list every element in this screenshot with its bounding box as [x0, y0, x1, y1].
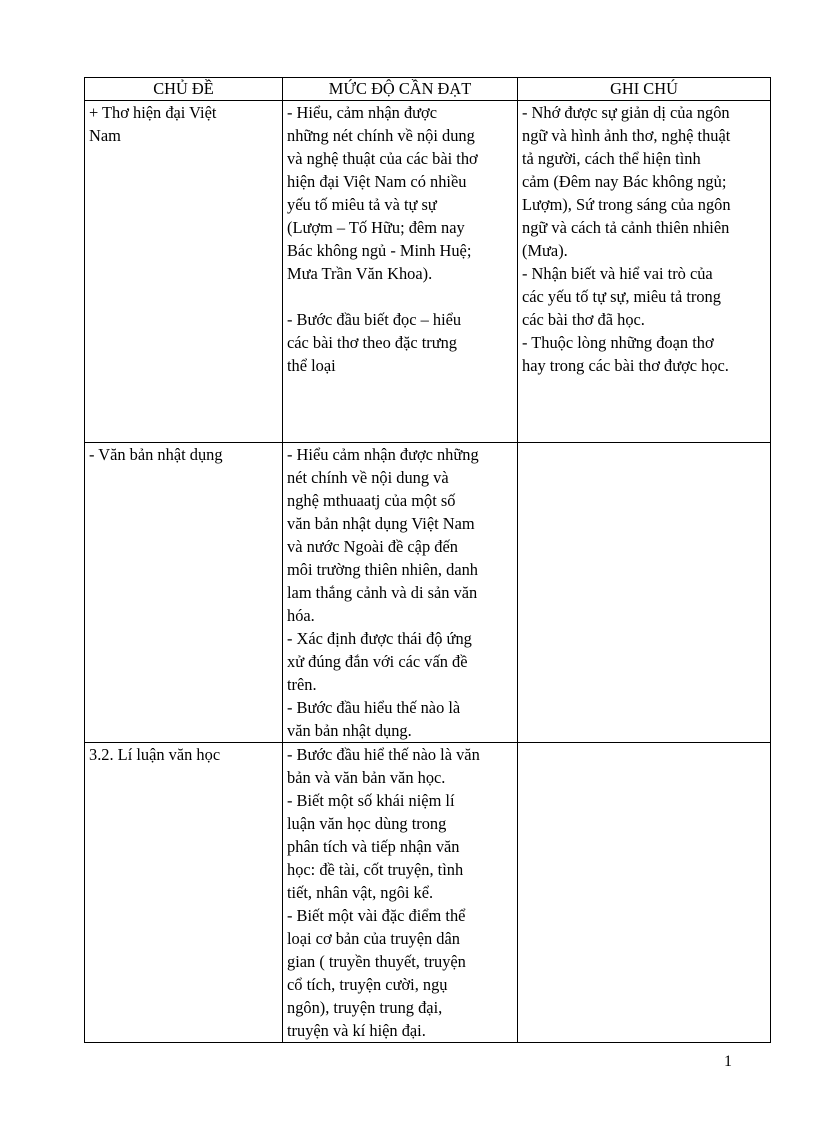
level-line: ngôn), truyện trung đại,	[287, 998, 443, 1017]
note-line: ngữ và hình ảnh thơ, nghệ thuật	[522, 126, 731, 145]
level-line: tiết, nhân vật, ngôi kể.	[287, 883, 434, 902]
table-header-row	[85, 78, 771, 101]
curriculum-table	[84, 77, 771, 1043]
header-level: MỨC ĐỘ CẦN ĐẠT	[283, 78, 518, 101]
level-line: các bài thơ theo đặc trưng	[287, 333, 458, 352]
level-line: Bác không ngủ - Minh Huệ;	[287, 241, 472, 260]
note-line: (Mưa).	[522, 241, 568, 260]
level-cell	[283, 443, 518, 743]
note-line: Lượm), Sứ trong sáng của ngôn	[522, 195, 731, 214]
note-cell-empty	[518, 443, 771, 743]
level-line: luận văn học dùng trong	[287, 814, 447, 833]
level-line: - Biết một vài đặc điểm thể	[287, 906, 466, 925]
level-line: lam thắng cảnh và di sản văn	[287, 583, 478, 602]
level-line: - Bước đầu hiểu thế nào là	[287, 698, 461, 717]
note-line: - Nhớ được sự giản dị của ngôn	[522, 103, 730, 122]
topic-line: + Thơ hiện đại Việt	[89, 103, 217, 122]
level-line: bản và văn bản văn học.	[287, 768, 446, 787]
level-line: cổ tích, truyện cười, ngụ	[287, 975, 448, 994]
topic-line: Nam	[89, 126, 121, 145]
level-line: truyện và kí hiện đại.	[287, 1021, 426, 1040]
level-line: trên.	[287, 675, 317, 694]
level-line: gian ( truyền thuyết, truyện	[287, 952, 466, 971]
level-line: môi trường thiên nhiên, danh	[287, 560, 478, 579]
topic-line: 3.2. Lí luận văn học	[89, 745, 221, 764]
paragraph-gap	[287, 285, 514, 308]
header-topic: CHỦ ĐỀ	[85, 78, 283, 101]
topic-cell	[85, 443, 283, 743]
table-row	[85, 443, 771, 743]
level-line: - Hiểu, cảm nhận được	[287, 103, 437, 122]
note-line: - Thuộc lòng những đoạn thơ	[522, 333, 714, 352]
level-line: văn bản nhật dụng Việt Nam	[287, 514, 475, 533]
level-line: (Lượm – Tố Hữu; đêm nay	[287, 218, 465, 237]
note-line: hay trong các bài thơ được học.	[522, 356, 729, 375]
level-line: - Xác định được thái độ ứng	[287, 629, 472, 648]
note-line: - Nhận biết và hiể vai trò của	[522, 264, 713, 283]
level-cell	[283, 743, 518, 1043]
level-line: xử đúng đắn với các vấn đề	[287, 652, 468, 671]
level-line: - Biết một số khái niệm lí	[287, 791, 455, 810]
note-line: các yếu tố tự sự, miêu tả trong	[522, 287, 721, 306]
level-cell	[283, 101, 518, 443]
level-line: hóa.	[287, 606, 315, 625]
page-number: 1	[724, 1053, 732, 1070]
level-line: - Hiểu cảm nhận được những	[287, 445, 479, 464]
level-line: nghệ mthuaatj của một số	[287, 491, 456, 510]
level-line: - Bước đầu hiể thế nào là văn	[287, 745, 480, 764]
level-line: loại cơ bản của truyện dân	[287, 929, 460, 948]
level-line: nét chính về nội dung và	[287, 468, 449, 487]
note-line: tả người, cách thể hiện tình	[522, 149, 701, 168]
table-row	[85, 743, 771, 1043]
note-cell	[518, 101, 771, 443]
level-line: yếu tố miêu tả và tự sự	[287, 195, 437, 214]
level-line: những nét chính về nội dung	[287, 126, 475, 145]
level-line: và nước Ngoài đề cập đến	[287, 537, 458, 556]
topic-line: - Văn bản nhật dụng	[89, 445, 223, 464]
topic-cell	[85, 743, 283, 1043]
topic-cell	[85, 101, 283, 443]
table-row	[85, 101, 771, 443]
level-line: học: đề tài, cốt truyện, tình	[287, 860, 464, 879]
level-line: phân tích và tiếp nhận văn	[287, 837, 460, 856]
level-line: thể loại	[287, 356, 336, 375]
note-line: ngữ và cách tả cảnh thiên nhiên	[522, 218, 730, 237]
level-line: - Bước đầu biết đọc – hiểu	[287, 310, 462, 329]
note-line: cảm (Đêm nay Bác không ngủ;	[522, 172, 727, 191]
level-line: Mưa Trần Văn Khoa).	[287, 264, 433, 283]
note-cell-empty	[518, 743, 771, 1043]
header-note: GHI CHÚ	[518, 78, 771, 101]
level-line: văn bản nhật dụng.	[287, 721, 412, 740]
note-line: các bài thơ đã học.	[522, 310, 645, 329]
level-line: hiện đại Việt Nam có nhiều	[287, 172, 467, 191]
level-line: và nghệ thuật của các bài thơ	[287, 149, 478, 168]
